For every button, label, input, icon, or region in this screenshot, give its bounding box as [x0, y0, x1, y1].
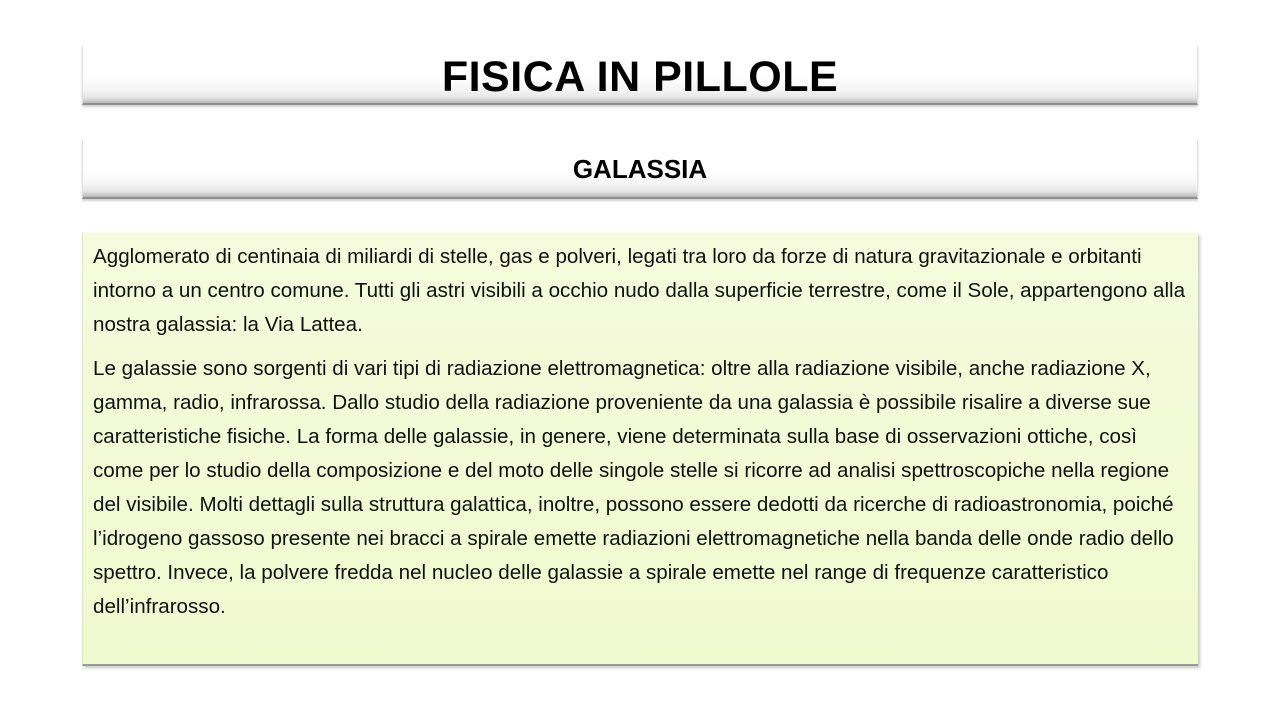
paragraph-radiation: Le galassie sono sorgenti di vari tipi di radiazione elettromagnetica: oltre alla radiazione visibile, anche radiazione X, gamma, radio, infrarossa. Dallo studio della radiazione proveniente da una galassia è possibile risalire a diverse sue caratteristiche fisiche. La forma delle galassie, in genere, viene determinata sulla base di osservazioni ottiche, così come per lo studio della composizione e del moto delle singole stelle si ricorre ad analisi spettroscopiche nella regione del visibile. Molti dettagli sulla struttura galattica, inoltre, possono essere dedotti da ricerche di radioastronomia, poiché l’idrogeno gassoso presente nei bracci a spirale emette radiazioni elettromagnetiche nella banda delle onde radio dello spettro. Invece, la polvere fredda nel nucleo delle galassie a spirale emette nel range di frequenze caratteristico dell’infrarosso. [93, 357, 1174, 618]
title-banner [82, 46, 1198, 105]
content-box [82, 233, 1198, 666]
slide-subtitle: GALASSIA [572, 153, 708, 184]
subtitle-banner [82, 139, 1198, 199]
paragraph-definition: Agglomerato di centinaia di miliardi di stelle, gas e polveri, legati tra loro da forze di natura gravitazionale e orbitanti intorno a un centro comune. Tutti gli astri visibili a occhio nudo dalla superficie terrestre, come il Sole, appartengono alla nostra galassia: la Via Lattea. [93, 245, 1186, 336]
slide-title: FISICA IN PILLOLE [441, 53, 839, 101]
